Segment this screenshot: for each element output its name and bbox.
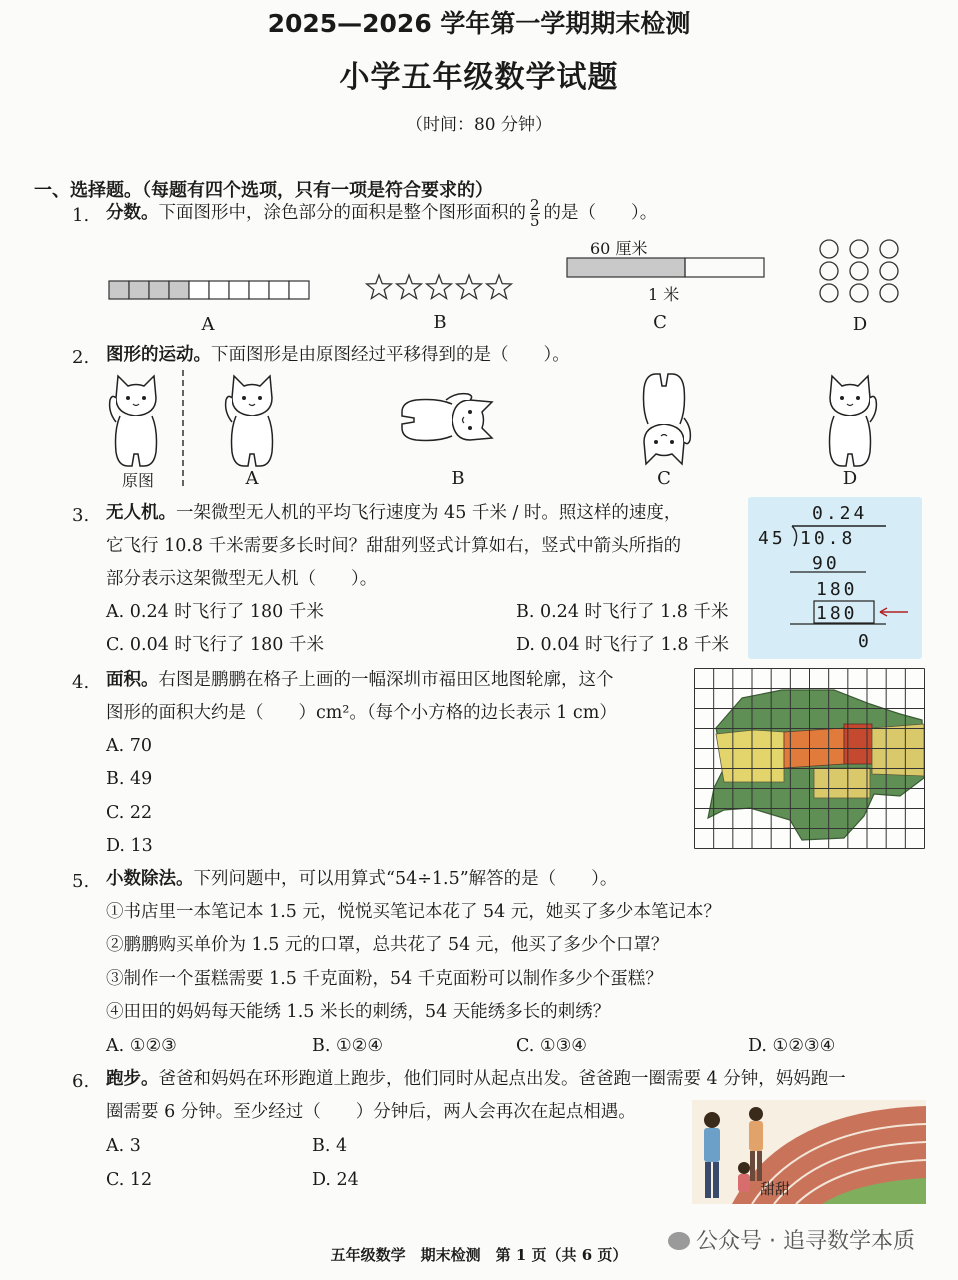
q1-a-cell [169,281,189,299]
q2-text: 下面图形是由原图经过平移得到的是（ ）。 [211,345,570,365]
q2-stem [106,339,570,372]
q1-figure-a [108,280,310,300]
section-heading: 一、选择题。（每题有四个选项，只有一项是符合要求的） [34,180,493,201]
q2-number: 2. [72,347,90,368]
circle-icon [850,240,868,258]
q5-item-3: ③制作一个蛋糕需要 1.5 千克面粉，54 千克面粉可以制作多少个蛋糕？ [106,969,663,989]
q5-number: 5. [72,871,90,892]
q3-option-c[interactable]: C. 0.04 时飞行了 180 千米 [106,635,324,655]
q2-figure-a [222,370,284,470]
q2-option-d[interactable]: D [842,468,858,489]
q6-track-picture [692,1100,926,1204]
q5-item-1: ①书店里一本笔记本 1.5 元，悦悦买笔记本花了 54 元，她买了多少本笔记本？ [106,902,721,922]
q5-topic: 小数除法。 [106,869,194,889]
circle-icon [880,262,898,280]
q4-option-c[interactable]: C. 22 [106,803,153,823]
q6-option-b[interactable]: B. 4 [312,1136,348,1156]
q1-a-cell [129,281,149,299]
q4-map-region-yellow [716,730,784,782]
q1-frac-num: 2 [530,196,540,214]
child-icon [738,1162,750,1192]
q1-a-cell [209,281,229,299]
circle-icon [850,262,868,280]
q6-option-d[interactable]: D. 24 [312,1170,359,1190]
q2-figure-c [632,370,694,470]
q2-dashed-divider [180,370,186,488]
exam-title-line1: 2025—2026 学年第一学期期末检测 [267,9,691,38]
q5-option-d[interactable]: D. ①②③④ [748,1036,836,1056]
q2-original-label: 原图 [122,471,155,490]
circle-icon [820,240,838,258]
time-note: （时间：80 分钟） [405,115,553,135]
q1-c-top-label: 60 厘米 [590,239,648,258]
q1-a-cell [149,281,169,299]
q3-line1-text: 一架微型无人机的平均飞行速度为 45 千米 / 时。照这样的速度， [176,503,682,523]
star-icon [457,275,482,299]
q1-a-cell [249,281,269,299]
q1-a-cell [289,281,309,299]
q1-figure-d [816,238,906,304]
q5-item-4: ④田田的妈妈每天能绣 1.5 米长的刺绣，54 天能绣多长的刺绣？ [106,1002,611,1022]
circle-icon [880,284,898,302]
q2-option-a[interactable]: A [245,468,259,489]
q1-option-a[interactable]: A [201,314,215,335]
q2-topic: 图形的运动。 [106,345,211,365]
q2-option-c[interactable]: C [657,468,671,489]
q6-line1-text: 爸爸和妈妈在环形跑道上跑步，他们同时从起点出发。爸爸跑一圈需要 4 分钟，妈妈跑一 [158,1069,846,1089]
q1-number: 1. [72,205,90,226]
watermark [668,1224,915,1255]
star-icon [427,275,452,299]
circle-icon [850,284,868,302]
q3-divisor: 45 [758,528,786,549]
q5-option-c[interactable]: C. ①③④ [516,1036,587,1056]
wechat-icon [668,1232,690,1250]
q3-topic: 无人机。 [106,503,176,523]
q3-option-d[interactable]: D. 0.04 时飞行了 1.8 千米 [516,635,730,655]
q2-figure-b [398,390,498,452]
q1-c-unshaded-part [685,258,764,277]
star-icon [367,275,392,299]
circle-icon [820,284,838,302]
q6-line2: 圈需要 6 分钟。至少经过（ ）分钟后，两人会再次在起点相遇。 [106,1102,636,1122]
q4-topic: 面积。 [106,670,159,690]
q1-topic: 分数。 [106,203,159,223]
q1-c-bottom-label: 1 米 [648,285,680,304]
q3-line1 [106,497,681,530]
q4-number: 4. [72,672,90,693]
q3-option-a[interactable]: A. 0.24 时飞行了 180 千米 [106,602,324,622]
q1-stem [106,197,657,230]
q6-topic: 跑步。 [106,1069,159,1089]
q3-dividend: 10.8 [800,528,856,549]
q4-option-b[interactable]: B. 49 [106,769,153,789]
q6-picture-label: 甜甜 [760,1180,791,1198]
q6-option-a[interactable]: A. 3 [106,1136,141,1156]
q4-option-a[interactable]: A. 70 [106,736,153,756]
q5-option-a[interactable]: A. ①②③ [106,1036,177,1056]
q4-line1-text: 右图是鹏鹏在格子上画的一幅深圳市福田区地图轮廓，这个 [158,670,614,690]
q1-figure-b [364,272,514,304]
circle-icon [880,240,898,258]
q6-number: 6. [72,1071,90,1092]
q5-option-b[interactable]: B. ①②④ [312,1036,384,1056]
q5-stem [106,863,617,896]
q1-frac-den: 5 [530,212,540,230]
q4-map-grid [694,668,926,850]
q3-number: 3. [72,505,90,526]
q1-a-cell [189,281,209,299]
q1-option-b[interactable]: B [433,312,447,333]
page-footer: 五年级数学 期末检测 第 1 页（共 6 页） [330,1246,628,1264]
q4-map-region-south [814,768,870,798]
q1-c-shaded-part [567,258,685,277]
q2-original-figure [106,370,168,470]
q3-step3: 180 [816,603,858,624]
q3-option-b[interactable]: B. 0.24 时飞行了 1.8 千米 [516,602,729,622]
q3-line3: 部分表示这架微型无人机（ ）。 [106,569,378,589]
q3-remainder: 0 [858,631,872,652]
q4-option-d[interactable]: D. 13 [106,836,153,856]
q1-option-d[interactable]: D [852,314,868,335]
q1-figure-c [566,257,766,279]
star-icon [487,275,512,299]
q1-a-cell [109,281,129,299]
watermark-text: 公众号 · 追寻数学本质 [696,1229,915,1254]
q1-a-cell [229,281,249,299]
q1-text-before: 下面图形中，涂色部分的面积是整个图形面积的 [158,203,526,223]
exam-title-line2: 小学五年级数学试题 [339,60,619,95]
q6-option-c[interactable]: C. 12 [106,1170,153,1190]
q3-line2: 它飞行 10.8 千米需要多长时间？甜甜列竖式计算如右，竖式中箭头所指的 [106,536,682,556]
q2-option-b[interactable]: B [451,468,465,489]
q1-a-cell [269,281,289,299]
q1-option-c[interactable]: C [653,312,667,333]
q3-quotient: 0.24 [812,503,868,524]
q6-line1 [106,1063,846,1096]
q1-text-after: 的是（ ）。 [543,203,658,223]
q3-step1: 90 [812,553,840,574]
q4-line2: 图形的面积大约是（ ）cm²。（每个小方格的边长表示 1 cm） [106,703,617,723]
circle-icon [820,262,838,280]
q5-item-2: ②鹏鹏购买单价为 1.5 元的口罩，总共花了 54 元，他买了多少个口罩？ [106,935,669,955]
q5-text: 下列问题中，可以用算式“54÷1.5”解答的是（ ）。 [193,869,618,889]
q4-line1 [106,664,614,697]
star-icon [397,275,422,299]
q2-figure-d [818,370,880,470]
q1-fraction [530,198,540,229]
q3-step2: 180 [816,579,858,600]
